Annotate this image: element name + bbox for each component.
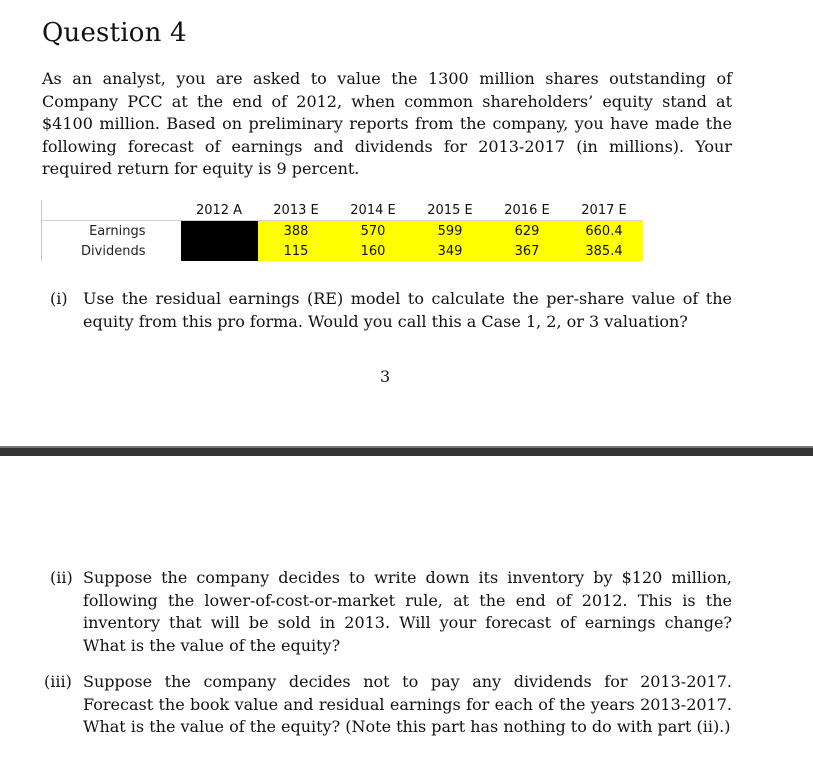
part-iii-text: Suppose the company decides not to pay any dividends for 2013-2017. Forecast the book value and residual earnings for each of the years 2013-2017. What is the value of the equity? (Note this part has nothing to do with part (ii).) [83, 672, 732, 736]
table-cell: 388 [258, 221, 335, 242]
part-i-text: Use the residual earnings (RE) model to calculate the per-share value of the equity from this pro forma. Would you call this a Case 1, 2, or 3 valuation? [83, 289, 732, 331]
table-cell: 115 [258, 241, 335, 261]
table-row [42, 241, 643, 261]
redacted-cell [181, 221, 258, 262]
header-2016: 2016 E [489, 200, 566, 221]
header-2015: 2015 E [412, 200, 489, 221]
header-2017: 2017 E [566, 200, 643, 221]
part-i-number: (i) [50, 289, 68, 308]
part-ii [50, 567, 732, 657]
table-header-row [42, 200, 643, 221]
table-row [42, 221, 643, 242]
table-cell: 599 [412, 221, 489, 242]
page-number: 3 [380, 367, 391, 386]
header-2013: 2013 E [258, 200, 335, 221]
part-iii-number: (iii) [44, 672, 72, 691]
page-bottom [0, 456, 813, 779]
part-ii-number: (ii) [50, 568, 73, 587]
part-ii-text: Suppose the company decides to write down its inventory by $120 million, following the lower-of-cost-or-market rule, at the end of 2012. This is the inventory that will be sold in 2013. Will your forecast of earnings change? What is the value of the equity? [83, 568, 732, 655]
page-break-divider [0, 446, 813, 456]
part-iii [44, 671, 732, 739]
row-label-earnings: Earnings [42, 221, 181, 242]
question-intro: As an analyst, you are asked to value the 1300 million shares outstanding of Company PCC at the end of 2012, when common shareholders’ equity stand at $4100 million. Based on preliminary reports from the company, you have made the following forecast of earnings and dividends for 2013-2017 (in millions). Your required return for equity is 9 percent. [42, 69, 732, 178]
table-cell: 629 [489, 221, 566, 242]
part-i [50, 288, 732, 333]
question-title: Question 4 [42, 18, 187, 48]
header-blank [42, 200, 181, 221]
table-cell: 349 [412, 241, 489, 261]
table-cell: 570 [335, 221, 412, 242]
header-2014: 2014 E [335, 200, 412, 221]
table-cell: 660.4 [566, 221, 643, 242]
header-2012: 2012 A [181, 200, 258, 221]
table-cell: 385.4 [566, 241, 643, 261]
row-label-dividends: Dividends [42, 241, 181, 261]
table-cell: 160 [335, 241, 412, 261]
forecast-table [41, 200, 643, 261]
table-cell: 367 [489, 241, 566, 261]
